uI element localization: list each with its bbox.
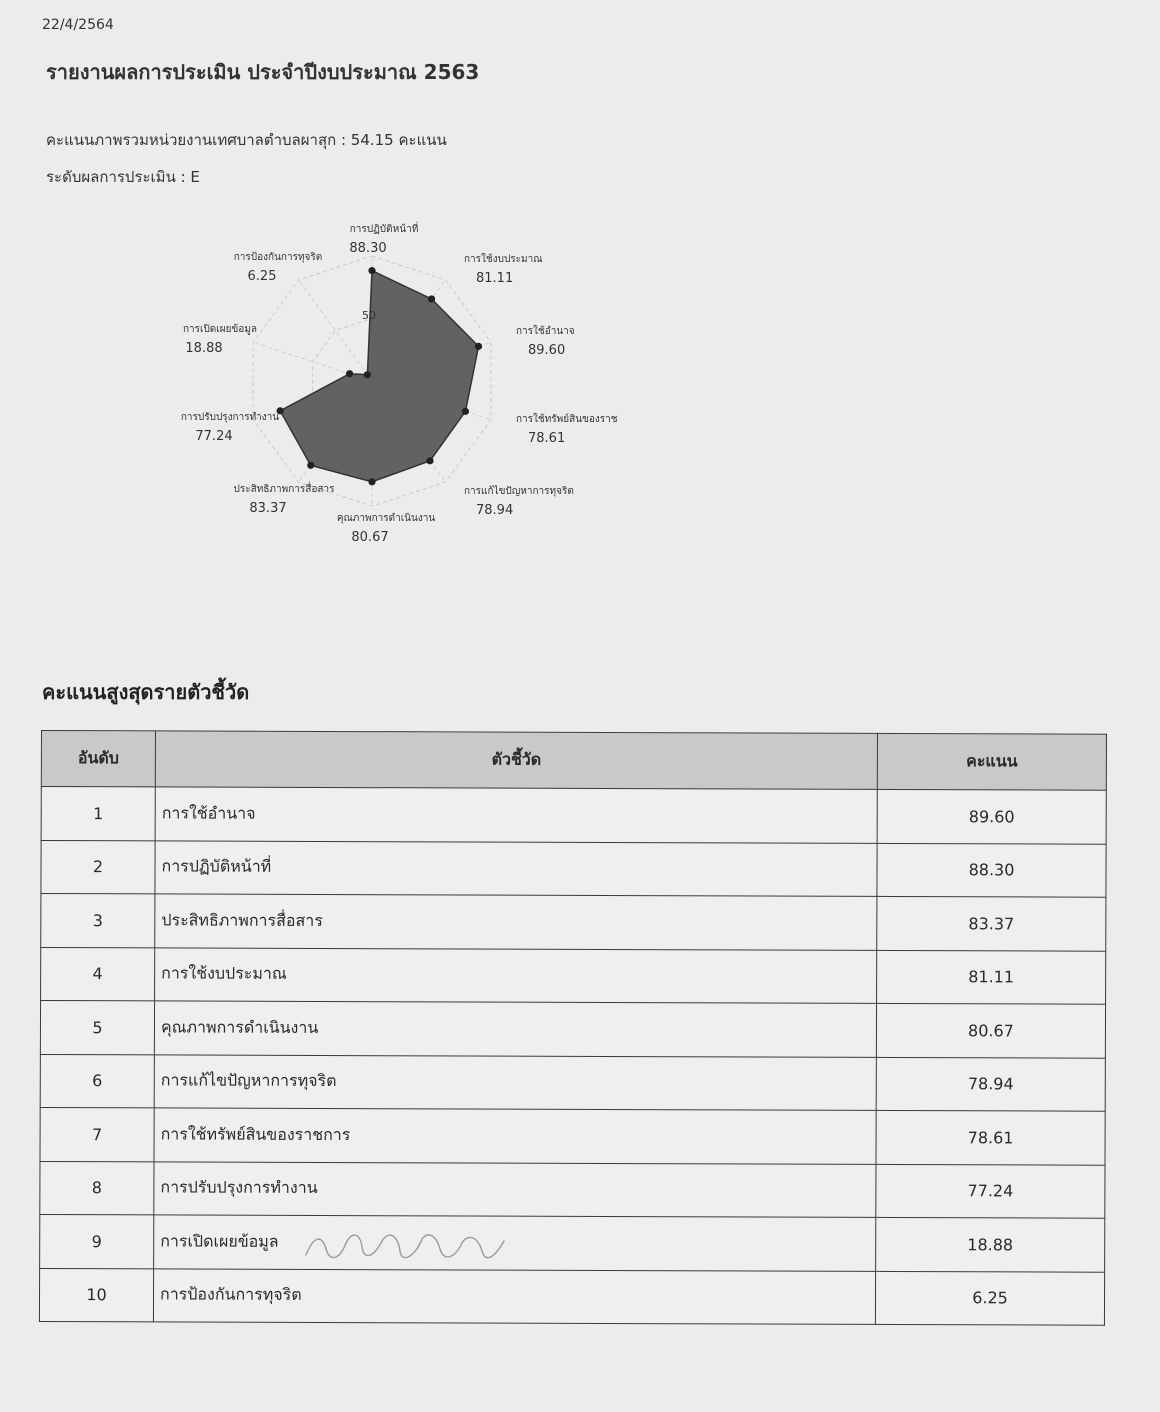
overall-score: คะแนนภาพรวมหน่วยงานเทศบาลตำบลผาสุก : 54.15 คะแนน [46, 131, 447, 149]
indicator-cell: การใช้อำนาจ [155, 787, 877, 843]
rank-cell: 5 [40, 1001, 154, 1055]
radar-chart [0, 0, 1160, 600]
radar-ring-label: 50 [362, 309, 376, 322]
radar-axis-value: 6.25 [247, 269, 277, 284]
table-row [40, 1161, 1105, 1218]
radar-axis-value: 78.61 [528, 431, 566, 446]
radar-point-6 [368, 478, 375, 485]
rank-cell: 4 [41, 947, 155, 1001]
radar-axis-label: การปรับปรุงการทำงาน [180, 412, 280, 423]
score-cell: 83.37 [877, 896, 1106, 950]
score-cell: 80.67 [876, 1003, 1105, 1057]
radar-axis-value: 81.11 [476, 271, 514, 286]
rank-cell: 8 [40, 1161, 154, 1215]
score-cell: 89.60 [877, 789, 1106, 843]
score-cell: 78.61 [876, 1110, 1105, 1164]
indicator-cell: การปรับปรุงการทำงาน [154, 1161, 876, 1217]
indicator-cell: การเปิดเผยข้อมูล [154, 1215, 876, 1271]
radar-axis-label: การใช้อำนาจ [516, 326, 575, 337]
table-row [40, 1054, 1105, 1111]
radar-axis-label: การปฏิบัติหน้าที่ [349, 224, 419, 235]
header-indicator: ตัวชี้วัด [155, 731, 877, 790]
score-cell: 88.30 [877, 843, 1106, 897]
radar-axis-label: การใช้งบประมาณ [464, 254, 543, 265]
radar-axis-value: 18.88 [185, 341, 223, 356]
indicator-cell: ประสิทธิภาพการสื่อสาร [155, 894, 877, 950]
score-cell: 78.94 [876, 1057, 1105, 1111]
ranking-table [39, 730, 1107, 1326]
table-row [40, 1107, 1105, 1164]
report-date: 22/4/2564 [42, 17, 114, 33]
radar-axis-value: 89.60 [528, 343, 566, 358]
report-title: รายงานผลการประเมิน ประจำปีงบประมาณ 2563 [46, 60, 480, 84]
rank-cell: 7 [40, 1107, 154, 1161]
radar-axis-label: คุณภาพการดำเนินงาน [336, 513, 436, 524]
radar-point-1 [368, 267, 375, 274]
indicator-cell: การใช้งบประมาณ [155, 947, 877, 1003]
rank-cell: 10 [39, 1268, 153, 1322]
indicator-cell: การใช้ทรัพย์สินของราชการ [154, 1108, 876, 1164]
indicator-cell: การปฏิบัติหน้าที่ [155, 840, 877, 896]
radar-point-9 [346, 370, 353, 377]
radar-axis-value: 78.94 [476, 503, 514, 518]
rank-cell: 6 [40, 1054, 154, 1108]
radar-axis-label: ประสิทธิภาพการสื่อสาร [233, 484, 335, 495]
radar-axis-label: การแก้ไขปัญหาการทุจริต [464, 486, 574, 497]
table-row [41, 840, 1106, 897]
radar-area [280, 271, 478, 482]
score-cell: 81.11 [877, 950, 1106, 1004]
radar-axis-value: 77.24 [195, 429, 233, 444]
table-row [40, 1214, 1105, 1271]
radar-axis-value: 83.37 [249, 501, 287, 516]
rank-cell: 2 [41, 840, 155, 894]
radar-point-5 [426, 457, 433, 464]
rank-cell: 9 [40, 1214, 154, 1268]
indicator-cell: คุณภาพการดำเนินงาน [154, 1001, 876, 1057]
table-row [41, 947, 1106, 1004]
radar-axis-label: การเปิดเผยข้อมูล [183, 324, 257, 335]
handwritten-note [300, 1225, 540, 1265]
table-row [39, 1268, 1104, 1325]
rank-cell: 3 [41, 894, 155, 948]
section-title: คะแนนสูงสุดรายตัวชี้วัด [42, 680, 250, 704]
score-cell: 6.25 [875, 1271, 1104, 1325]
table-row [40, 1001, 1105, 1058]
radar-spoke [299, 280, 372, 381]
table-row [41, 787, 1106, 844]
header-rank: อันดับ [41, 731, 155, 787]
radar-point-4 [462, 408, 469, 415]
radar-point-2 [428, 295, 435, 302]
assessment-grade: ระดับผลการประเมิน : E [46, 168, 200, 186]
radar-point-3 [475, 343, 482, 350]
table-row [41, 894, 1106, 951]
radar-axis-value: 80.67 [351, 530, 389, 545]
radar-point-10 [364, 371, 371, 378]
header-score: คะแนน [877, 733, 1106, 790]
radar-point-7 [307, 462, 314, 469]
score-cell: 77.24 [876, 1164, 1105, 1218]
radar-axis-label: การป้องกันการทุจริต [233, 252, 323, 263]
indicator-cell: การแก้ไขปัญหาการทุจริต [154, 1054, 876, 1110]
radar-axis-label: การใช้ทรัพย์สินของราช [516, 414, 618, 425]
rank-cell: 1 [41, 787, 155, 841]
score-cell: 18.88 [876, 1217, 1105, 1271]
table-header-row [41, 731, 1106, 791]
indicator-cell: การป้องกันการทุจริต [153, 1268, 875, 1324]
radar-axis-value: 88.30 [349, 241, 387, 256]
